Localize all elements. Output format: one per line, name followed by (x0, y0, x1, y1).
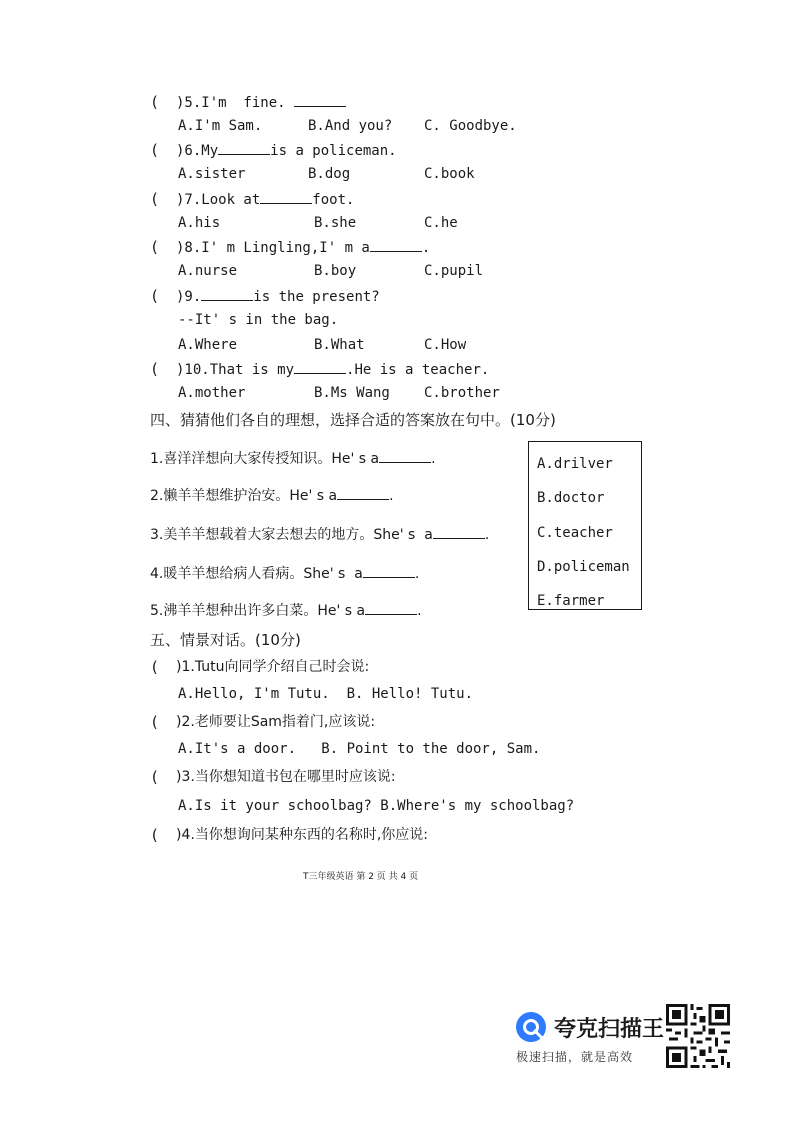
option-a: A.nurse (178, 263, 238, 279)
dialogue-2: )2.老师要让Sam指着门,应该说: (176, 714, 376, 730)
option-c: C.book (424, 166, 475, 182)
option-a: A.sister (178, 166, 246, 182)
answer-bracket[interactable]: ( (150, 190, 160, 208)
option-c: C. Goodbye. (424, 118, 517, 134)
answer-blank[interactable] (294, 92, 346, 107)
answer-bracket[interactable]: ( (150, 93, 160, 111)
answer-bracket[interactable]: ( (150, 768, 160, 786)
box-choice-b: B.doctor (537, 490, 605, 506)
answer-blank[interactable] (218, 140, 270, 155)
option-a: A.his (178, 215, 221, 231)
bracket-close (166, 92, 175, 112)
option-a: A.Where (178, 337, 238, 353)
question-9-reply: --It' s in the bag. (178, 312, 339, 328)
option-c: C.he (424, 215, 458, 231)
answer-bracket[interactable]: ( (150, 658, 160, 676)
answer-bracket[interactable]: ( (150, 826, 160, 844)
question-9: )9. is the present? (176, 286, 380, 307)
question-10: )10.That is my .He is a teacher. (176, 359, 489, 380)
answer-bracket[interactable]: ( (150, 238, 160, 256)
option-a: A.I'm Sam. (178, 118, 263, 134)
section-4-item-5: 5.沸羊羊想种出许多白菜。He' s a . (150, 600, 422, 621)
dialogue-1-options: A.Hello, I'm Tutu. B. Hello! Tutu. (178, 686, 474, 702)
answer-blank[interactable] (337, 485, 389, 500)
brand-slogan: 极速扫描，就是高效 (516, 1050, 634, 1064)
section-4-title: 四、猜猜他们各自的理想，选择合适的答案放在句中。(10分) (150, 411, 556, 429)
option-c: C.How (424, 337, 467, 353)
section-4-item-1: 1.喜洋洋想向大家传授知识。He' s a . (150, 448, 436, 469)
answer-blank[interactable] (294, 359, 346, 374)
box-choice-e: E.farmer (537, 593, 605, 609)
box-choice-c: C.teacher (537, 525, 613, 541)
dialogue-3-options: A.Is it your schoolbag? B.Where's my schoolbag? (178, 798, 575, 814)
option-b: B.boy (314, 263, 357, 279)
dialogue-4: )4.当你想询问某种东西的名称时,你应说: (176, 827, 428, 843)
option-b: B.Ms Wang (314, 385, 390, 401)
section-4-item-4: 4.暖羊羊想给病人看病。She' s a . (150, 563, 419, 584)
question-5: )5.I'm fine. (176, 92, 346, 113)
answer-bracket[interactable]: ( (150, 287, 160, 305)
question-8: )8.I' m Lingling,I' m a . (176, 237, 430, 258)
page-footer: T三年级英语 第 2 页 共 4 页 (303, 872, 419, 882)
answer-bracket[interactable]: ( (150, 713, 160, 731)
dialogue-3: )3.当你想知道书包在哪里时应该说: (176, 769, 396, 785)
answer-blank[interactable] (379, 448, 431, 463)
section-4-item-2: 2.懒羊羊想维护治安。He' s a . (150, 485, 394, 506)
answer-blank[interactable] (201, 286, 253, 301)
option-b: B.dog (308, 166, 351, 182)
option-a: A.mother (178, 385, 246, 401)
question-7: )7.Look at foot. (176, 189, 354, 210)
scanner-brand (514, 1008, 664, 1068)
answer-blank[interactable] (260, 189, 312, 204)
answer-blank[interactable] (433, 524, 485, 539)
answer-blank[interactable] (365, 600, 417, 615)
answer-bracket[interactable]: ( (150, 141, 160, 159)
option-c: C.brother (424, 385, 500, 401)
dialogue-1: )1.Tutu向同学介绍自己时会说: (176, 659, 370, 675)
option-c: C.pupil (424, 263, 484, 279)
section-4-item-3: 3.美羊羊想载着大家去想去的地方。She' s a . (150, 524, 489, 545)
option-b: B.And you? (308, 118, 393, 134)
qr-code-icon[interactable] (666, 1004, 730, 1068)
box-choice-a: A.drilver (537, 456, 613, 472)
answer-bracket[interactable]: ( (150, 360, 160, 378)
option-b: B.she (314, 215, 357, 231)
section-5-title: 五、情景对话。(10分) (150, 631, 301, 649)
box-choice-d: D.policeman (537, 559, 630, 575)
answer-blank[interactable] (363, 563, 415, 578)
dialogue-2-options: A.It's a door. B. Point to the door, Sam. (178, 741, 541, 757)
answer-blank[interactable] (370, 237, 422, 252)
question-6: )6.My is a policeman. (176, 140, 397, 161)
brand-name: 夸克扫描王 (554, 1017, 665, 1042)
quark-scanner-logo-icon (514, 1010, 548, 1044)
answer-choices-box (528, 441, 642, 610)
option-b: B.What (314, 337, 365, 353)
